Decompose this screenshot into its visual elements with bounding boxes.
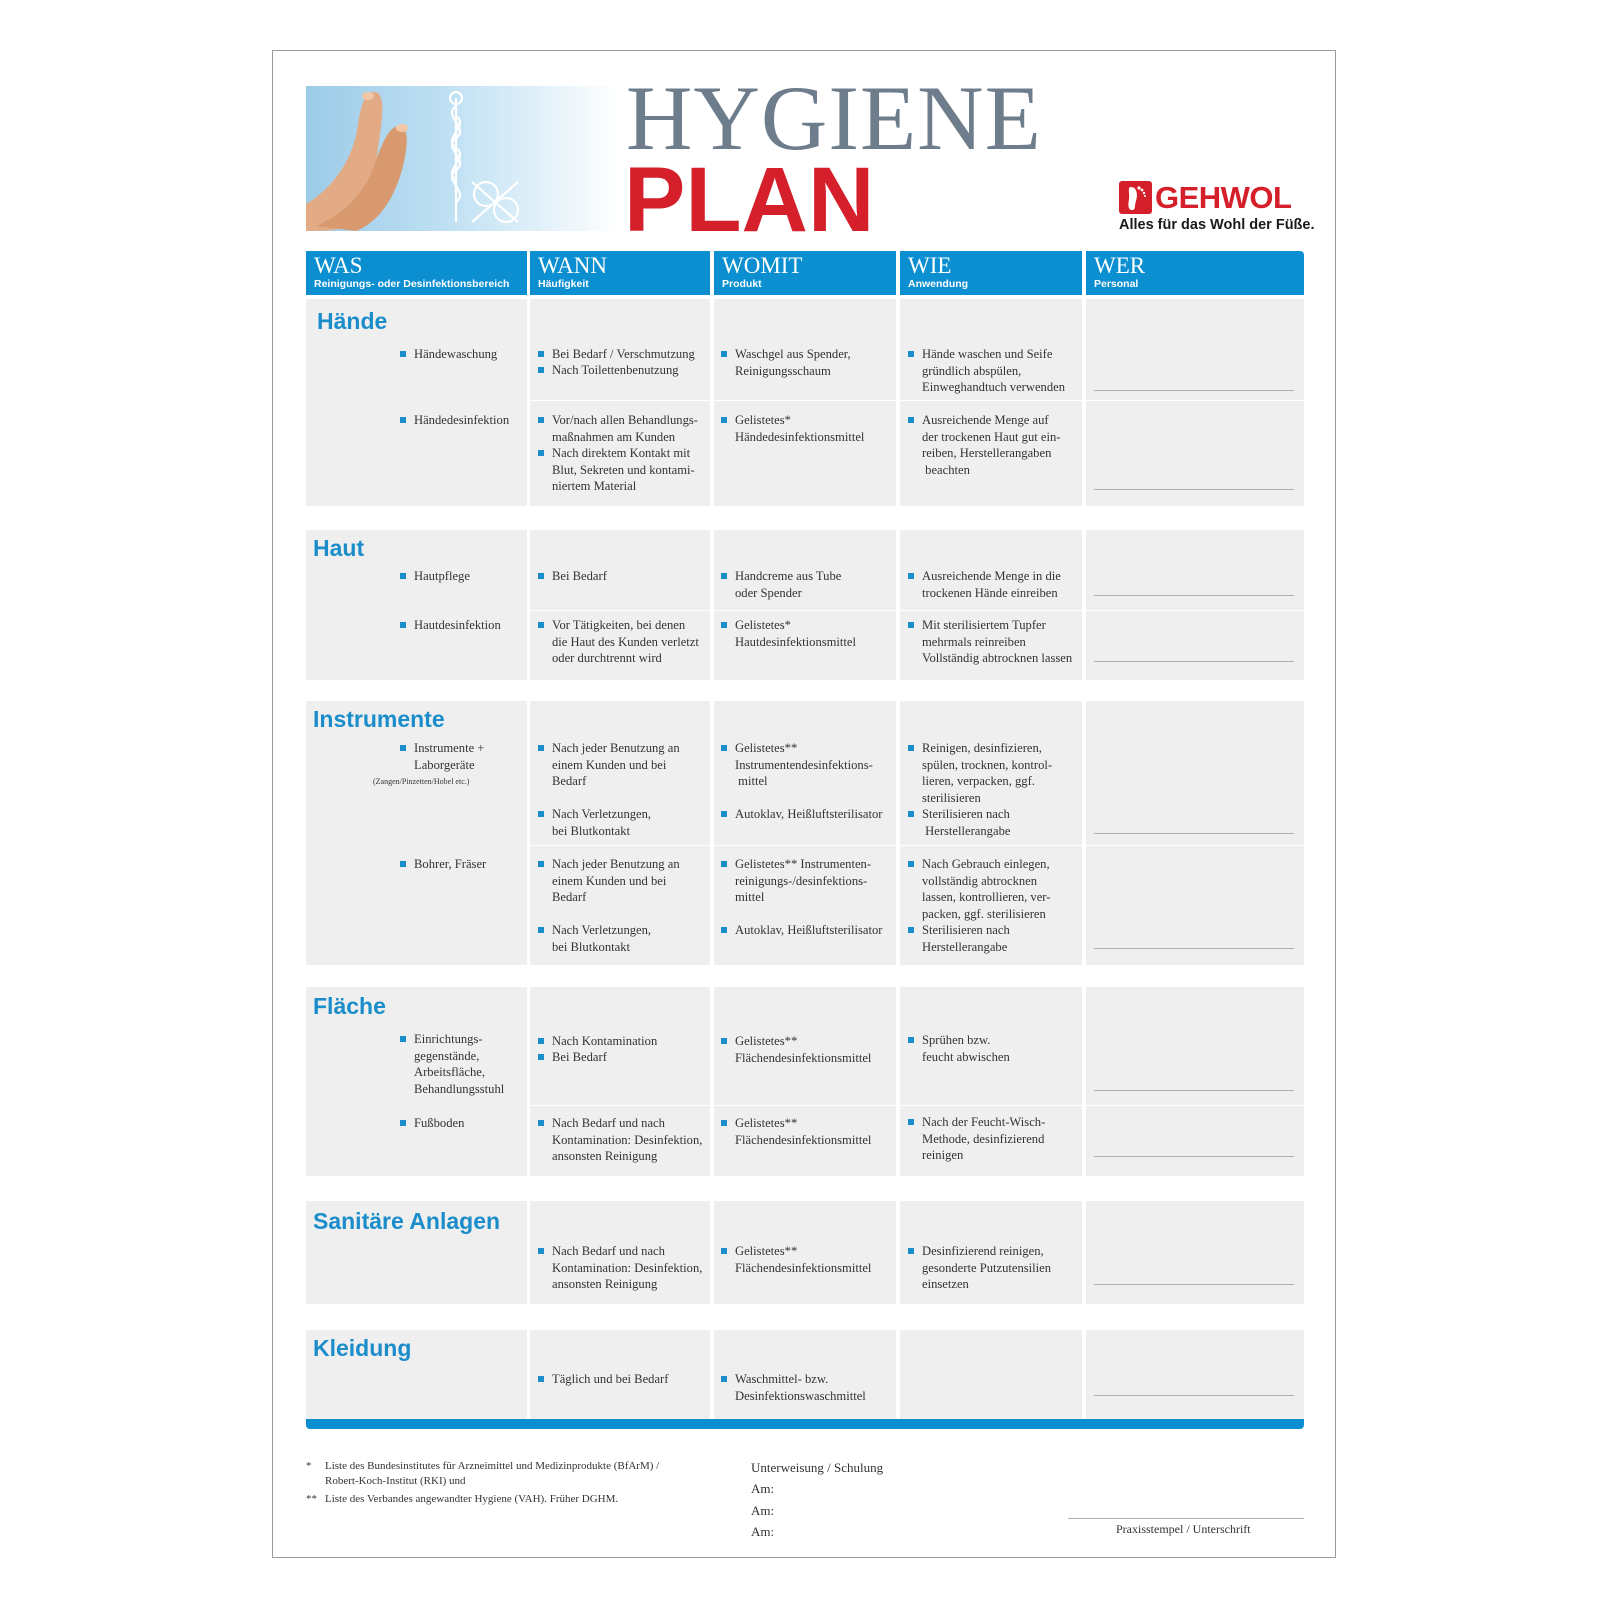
wann-item: Nach direktem Kontakt mit Blut, Sekreten und kontami- niertem Material [538, 445, 695, 495]
wann-item: Nach Bedarf und nach Kontamination: Desinfektion, ansonsten Reinigung [538, 1115, 702, 1165]
table-cell-bg [1086, 1330, 1304, 1419]
wann-item: Nach jeder Benutzung an einem Kunden und bei Bedarf [538, 856, 680, 906]
was-item: Einrichtungs- gegenstände, Arbeitsfläche, Behandlungsstuhl [400, 1031, 504, 1097]
wer-signature-line[interactable] [1094, 1090, 1294, 1091]
section-title-haende: Hände [317, 308, 388, 334]
title-plan: PLAN [624, 149, 875, 251]
womit-item: Gelistetes** Flächendesinfektionsmittel [721, 1033, 871, 1066]
wer-signature-line[interactable] [1094, 595, 1294, 596]
wie-item: Nach der Feucht-Wisch- Methode, desinfizierend reinigen [908, 1114, 1045, 1164]
wer-signature-line[interactable] [1094, 390, 1294, 391]
table-cell-bg [1086, 1201, 1304, 1304]
footnote-text: Liste des Bundesinstitutes für Arzneimittel und Medizinprodukte (BfArM) / Robert-Koch-Institut (RKI) und [325, 1460, 660, 1487]
womit-item: Handcreme aus Tube oder Spender [721, 568, 841, 601]
table-cell-bg [714, 530, 896, 680]
header-was: WAS Reinigungs- oder Desinfektionsbereich [306, 251, 527, 295]
was-item: Bohrer, Fräser [400, 856, 486, 873]
wie-item: Ausreichende Menge in die trockenen Hände einreiben [908, 568, 1061, 601]
was-item: Hautdesinfektion [400, 617, 501, 634]
wie-item: Desinfizierend reinigen, gesonderte Putzutensilien einsetzen [908, 1243, 1051, 1293]
stamp-signature-line [1068, 1518, 1304, 1519]
wann-item: Vor Tätigkeiten, bei denen die Haut des Kunden verletzt oder durchtrennt wird [538, 617, 699, 667]
wie-item: Sprühen bzw. feucht abwischen [908, 1032, 1010, 1065]
womit-item: Waschmittel- bzw. Desinfektionswaschmittel [721, 1371, 866, 1404]
womit-item: Gelistetes** Instrumenten- reinigungs-/desinfektions- mittel [721, 856, 871, 906]
was-item: Instrumente + Laborgeräte [400, 740, 484, 773]
wann-item: Nach jeder Benutzung an einem Kunden und bei Bedarf [538, 740, 680, 790]
wie-item: Nach Gebrauch einlegen, vollständig abtrocknen lassen, kontrollieren, ver- packen, ggf. sterilisieren [908, 856, 1050, 922]
wer-signature-line[interactable] [1094, 661, 1294, 662]
wann-item: Täglich und bei Bedarf [538, 1371, 668, 1388]
foot-icon [1119, 181, 1152, 214]
wann-item: Nach Kontamination [538, 1033, 657, 1050]
brand-name: GEHWOL [1155, 180, 1292, 215]
womit-item: Autoklav, Heißluftsterilisator [721, 922, 882, 939]
wann-item: Nach Toilettenbenutzung [538, 362, 679, 379]
row-separator [530, 1105, 1304, 1106]
was-item: Fußboden [400, 1115, 464, 1132]
training-date-1: Am: [751, 1481, 775, 1496]
was-note: (Zangen/Pinzetten/Hobel etc.) [373, 777, 470, 786]
wie-item: Mit sterilisiertem Tupfer mehrmals reinreiben Vollständig abtrocknen lassen [908, 617, 1072, 667]
womit-item: Autoklav, Heißluftsterilisator [721, 806, 882, 823]
wann-item: Vor/nach allen Behandlungs- maßnahmen am Kunden [538, 412, 698, 445]
wer-signature-line[interactable] [1094, 1284, 1294, 1285]
bottom-blue-bar [306, 1419, 1304, 1429]
wann-item: Bei Bedarf [538, 1049, 607, 1066]
row-separator [530, 610, 1304, 611]
section-title-haut: Haut [313, 535, 365, 561]
training-title: Unterweisung / Schulung [751, 1460, 884, 1475]
stamp-label: Praxisstempel / Unterschrift [1116, 1522, 1251, 1536]
brand-tagline: Alles für das Wohl der Füße. [1119, 217, 1315, 233]
womit-item: Gelistetes** Flächendesinfektionsmittel [721, 1243, 871, 1276]
feet-illustration [306, 86, 620, 231]
wer-signature-line[interactable] [1094, 948, 1294, 949]
training-date-2: Am: [751, 1503, 775, 1518]
wie-item: Sterilisieren nach Herstellerangabe [908, 806, 1010, 839]
wie-item: Reinigen, desinfizieren, spülen, trocknen, kontrol- lieren, verpacken, ggf. sterilisieren [908, 740, 1052, 806]
womit-item: Gelistetes** Instrumentendesinfektions- mittel [721, 740, 873, 790]
header-wer: WER Personal [1086, 251, 1304, 295]
footnote-mark: ** [306, 1493, 317, 1505]
header-womit: WOMIT Produkt [714, 251, 896, 295]
row-separator [530, 845, 1304, 846]
section-title-sanitaer: Sanitäre Anlagen [313, 1208, 501, 1234]
womit-item: Gelistetes* Hautdesinfektionsmittel [721, 617, 856, 650]
wie-item: Hände waschen und Seife gründlich abspülen, Einweghandtuch verwenden [908, 346, 1065, 396]
table-cell-bg [900, 1330, 1082, 1419]
title-hygiene: HYGIENE [626, 67, 1042, 169]
wie-item: Ausreichende Menge auf der trockenen Haut gut ein- reiben, Herstellerangaben beachten [908, 412, 1060, 478]
wann-item: Nach Verletzungen, bei Blutkontakt [538, 922, 651, 955]
wann-item: Nach Bedarf und nach Kontamination: Desinfektion, ansonsten Reinigung [538, 1243, 702, 1293]
womit-item: Gelistetes** Flächendesinfektionsmittel [721, 1115, 871, 1148]
table-cell-bg [1086, 299, 1304, 506]
header-wann: WANN Häufigkeit [530, 251, 710, 295]
row-separator [530, 400, 1304, 401]
training-date-3: Am: [751, 1524, 775, 1539]
gehwol-logo [1119, 181, 1294, 215]
table-cell-bg [1086, 987, 1304, 1176]
section-title-kleidung: Kleidung [313, 1335, 412, 1361]
was-item: Hautpflege [400, 568, 470, 585]
was-item: Händedesinfektion [400, 412, 509, 429]
wann-item: Bei Bedarf [538, 568, 607, 585]
header-wie: WIE Anwendung [900, 251, 1082, 295]
wann-item: Nach Verletzungen, bei Blutkontakt [538, 806, 651, 839]
wer-signature-line[interactable] [1094, 489, 1294, 490]
footnote-mark: * [306, 1460, 312, 1472]
wer-signature-line[interactable] [1094, 833, 1294, 834]
section-title-instrumente: Instrumente [313, 706, 445, 732]
womit-item: Gelistetes* Händedesinfektionsmittel [721, 412, 864, 445]
wer-signature-line[interactable] [1094, 1156, 1294, 1157]
wie-item: Sterilisieren nach Herstellerangabe [908, 922, 1010, 955]
was-item: Händewaschung [400, 346, 497, 363]
womit-item: Waschgel aus Spender, Reinigungsschaum [721, 346, 851, 379]
hero-feet-image [306, 86, 620, 231]
footnote-text: Liste des Verbandes angewandter Hygiene (VAH). Früher DGHM. [325, 1493, 619, 1505]
table-cell-bg [1086, 530, 1304, 680]
wann-item: Bei Bedarf / Verschmutzung [538, 346, 695, 363]
wer-signature-line[interactable] [1094, 1395, 1294, 1396]
section-title-flaeche: Fläche [313, 993, 386, 1019]
table-cell-bg [714, 299, 896, 506]
